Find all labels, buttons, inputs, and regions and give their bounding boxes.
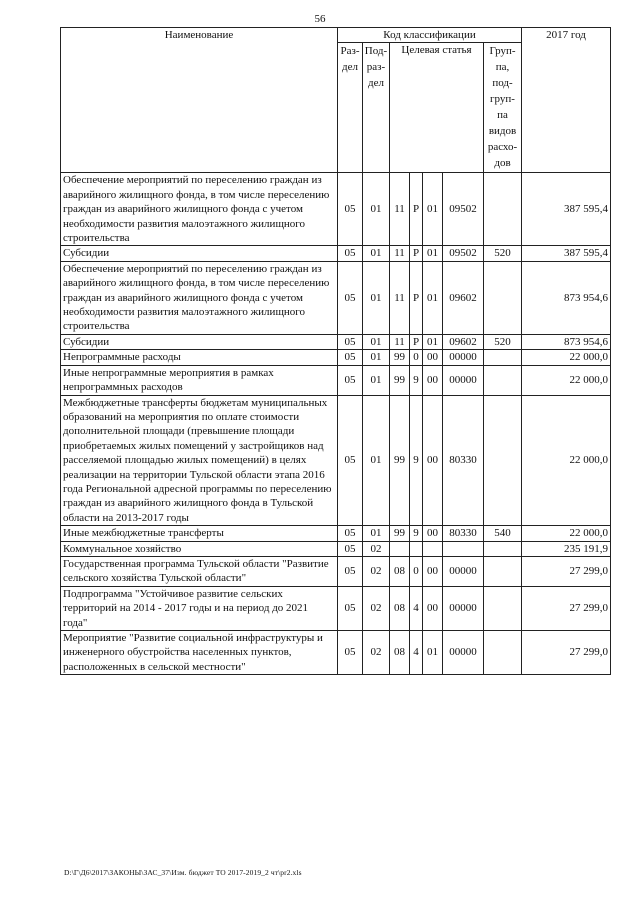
cell-subsection: 01 xyxy=(363,173,390,246)
cell-expense-type xyxy=(484,350,522,365)
cell-section: 05 xyxy=(338,173,363,246)
cell-direction: 00000 xyxy=(443,586,484,630)
cell-expense-type xyxy=(484,541,522,556)
page-number: 56 xyxy=(314,13,326,25)
cell-name: Обеспечение мероприятий по переселению граждан из аварийного жилищного фонда, в том числе переселению граждан из аварийного жилищного фонда с учетом необходимости развития малоэтажного жилищного строительства xyxy=(61,261,338,334)
cell-direction: 00000 xyxy=(443,556,484,586)
table-row xyxy=(61,350,611,365)
cell-subprogram: 4 xyxy=(410,586,423,630)
cell-event: 00 xyxy=(423,365,443,395)
table-row xyxy=(61,334,611,349)
cell-name: Непрограммные расходы xyxy=(61,350,338,365)
cell-name: Обеспечение мероприятий по переселению граждан из аварийного жилищного фонда, в том числе переселению граждан из аварийного жилищного фонда с учетом необходимости развития малоэтажного жилищного строительства xyxy=(61,173,338,246)
cell-name: Иные межбюджетные трансферты xyxy=(61,526,338,541)
cell-event: 01 xyxy=(423,246,443,261)
cell-event: 00 xyxy=(423,395,443,526)
cell-expense-type xyxy=(484,395,522,526)
cell-event xyxy=(423,541,443,556)
cell-event: 01 xyxy=(423,631,443,675)
cell-event: 01 xyxy=(423,261,443,334)
cell-program: 99 xyxy=(390,350,410,365)
table-row xyxy=(61,631,611,675)
cell-section: 05 xyxy=(338,541,363,556)
cell-event: 00 xyxy=(423,350,443,365)
cell-subprogram: Р xyxy=(410,173,423,246)
cell-expense-type: 540 xyxy=(484,526,522,541)
cell-name: Мероприятие "Развитие социальной инфраструктуры и инженерного обустройства населенных пунктов, расположенных в сельской местности" xyxy=(61,631,338,675)
cell-direction: 09602 xyxy=(443,261,484,334)
cell-expense-type xyxy=(484,365,522,395)
cell-expense-type: 520 xyxy=(484,246,522,261)
cell-direction xyxy=(443,541,484,556)
cell-subsection: 01 xyxy=(363,261,390,334)
cell-event: 00 xyxy=(423,526,443,541)
cell-expense-type xyxy=(484,556,522,586)
cell-direction: 80330 xyxy=(443,395,484,526)
cell-subprogram: Р xyxy=(410,261,423,334)
cell-subsection: 02 xyxy=(363,586,390,630)
cell-direction: 00000 xyxy=(443,350,484,365)
cell-amount: 873 954,6 xyxy=(522,334,611,349)
cell-name: Субсидии xyxy=(61,246,338,261)
cell-subsection: 01 xyxy=(363,395,390,526)
cell-program: 11 xyxy=(390,246,410,261)
cell-section: 05 xyxy=(338,334,363,349)
cell-event: 01 xyxy=(423,173,443,246)
cell-amount: 873 954,6 xyxy=(522,261,611,334)
cell-expense-type xyxy=(484,173,522,246)
table-body xyxy=(61,173,611,675)
cell-subprogram: 4 xyxy=(410,631,423,675)
cell-program: 99 xyxy=(390,395,410,526)
table-row xyxy=(61,395,611,526)
cell-subprogram: 9 xyxy=(410,365,423,395)
cell-name: Коммунальное хозяйство xyxy=(61,541,338,556)
cell-expense-type: 520 xyxy=(484,334,522,349)
cell-subsection: 02 xyxy=(363,631,390,675)
cell-amount: 27 299,0 xyxy=(522,586,611,630)
cell-section: 05 xyxy=(338,350,363,365)
table-row xyxy=(61,541,611,556)
table-row xyxy=(61,246,611,261)
header-target-item: Целевая статья xyxy=(390,43,484,173)
table-row xyxy=(61,526,611,541)
cell-program: 08 xyxy=(390,631,410,675)
cell-amount: 22 000,0 xyxy=(522,350,611,365)
cell-subprogram: Р xyxy=(410,334,423,349)
cell-name: Субсидии xyxy=(61,334,338,349)
file-path-footer: D:\Г\Д6\2017\ЗАКОНЫ\ЗАС_37\Изм. бюджет ТО 2017-2019_2 чт\pr2.xls xyxy=(64,868,302,877)
cell-section: 05 xyxy=(338,631,363,675)
cell-amount: 27 299,0 xyxy=(522,556,611,586)
cell-subsection: 01 xyxy=(363,350,390,365)
cell-name: Иные непрограммные мероприятия в рамках непрограммных расходов xyxy=(61,365,338,395)
cell-section: 05 xyxy=(338,246,363,261)
table-row xyxy=(61,173,611,246)
cell-expense-type xyxy=(484,261,522,334)
table-row xyxy=(61,556,611,586)
cell-program: 08 xyxy=(390,556,410,586)
cell-amount: 387 595,4 xyxy=(522,173,611,246)
table-row xyxy=(61,365,611,395)
cell-section: 05 xyxy=(338,586,363,630)
cell-direction: 09602 xyxy=(443,334,484,349)
cell-amount: 22 000,0 xyxy=(522,365,611,395)
cell-amount: 22 000,0 xyxy=(522,526,611,541)
cell-event: 00 xyxy=(423,556,443,586)
cell-subprogram: 0 xyxy=(410,556,423,586)
budget-table xyxy=(60,27,611,675)
table-row xyxy=(61,586,611,630)
cell-subsection: 01 xyxy=(363,365,390,395)
cell-program: 11 xyxy=(390,334,410,349)
cell-program: 11 xyxy=(390,261,410,334)
cell-subsection: 01 xyxy=(363,526,390,541)
cell-amount: 387 595,4 xyxy=(522,246,611,261)
cell-name: Подпрограмма "Устойчивое развитие сельских территорий на 2014 - 2017 годы и на период до 2021 года" xyxy=(61,586,338,630)
cell-direction: 09502 xyxy=(443,173,484,246)
header-row-top xyxy=(61,28,611,43)
cell-amount: 22 000,0 xyxy=(522,395,611,526)
header-expense-group: Груп- па, под- груп- па видов расхо- дов xyxy=(484,43,522,173)
table-row xyxy=(61,261,611,334)
cell-subprogram: 9 xyxy=(410,526,423,541)
cell-direction: 09502 xyxy=(443,246,484,261)
cell-expense-type xyxy=(484,631,522,675)
cell-program: 11 xyxy=(390,173,410,246)
cell-amount: 27 299,0 xyxy=(522,631,611,675)
cell-subprogram: 0 xyxy=(410,350,423,365)
cell-program: 99 xyxy=(390,365,410,395)
header-name: Наименование xyxy=(61,28,338,173)
cell-subprogram: 9 xyxy=(410,395,423,526)
cell-section: 05 xyxy=(338,261,363,334)
header-year: 2017 год xyxy=(522,28,611,173)
cell-section: 05 xyxy=(338,365,363,395)
cell-subsection: 01 xyxy=(363,246,390,261)
cell-subprogram: Р xyxy=(410,246,423,261)
cell-direction: 00000 xyxy=(443,631,484,675)
cell-event: 00 xyxy=(423,586,443,630)
cell-direction: 00000 xyxy=(443,365,484,395)
cell-name: Государственная программа Тульской области "Развитие сельского хозяйства Тульской области" xyxy=(61,556,338,586)
cell-subprogram xyxy=(410,541,423,556)
cell-direction: 80330 xyxy=(443,526,484,541)
cell-section: 05 xyxy=(338,556,363,586)
cell-program: 08 xyxy=(390,586,410,630)
header-section: Раз- дел xyxy=(338,43,363,173)
cell-subsection: 01 xyxy=(363,334,390,349)
cell-expense-type xyxy=(484,586,522,630)
cell-amount: 235 191,9 xyxy=(522,541,611,556)
header-subsection: Под- раз- дел xyxy=(363,43,390,173)
cell-program xyxy=(390,541,410,556)
cell-section: 05 xyxy=(338,395,363,526)
cell-event: 01 xyxy=(423,334,443,349)
cell-subsection: 02 xyxy=(363,556,390,586)
cell-section: 05 xyxy=(338,526,363,541)
cell-name: Межбюджетные трансферты бюджетам муниципальных образований на мероприятия по оплате стоимости дополнительной площади (превышение площади приобретаемых жилых помещений у застройщиков над расселяемой площадью жилых помещений) в целях реализации на территории Тульской области этапа 2016 года Региональной адресной программы по переселению граждан из аварийного жилищного фонда в Тульской области на 2013-2017 годы xyxy=(61,395,338,526)
cell-program: 99 xyxy=(390,526,410,541)
header-classification: Код классификации xyxy=(338,28,522,43)
cell-subsection: 02 xyxy=(363,541,390,556)
